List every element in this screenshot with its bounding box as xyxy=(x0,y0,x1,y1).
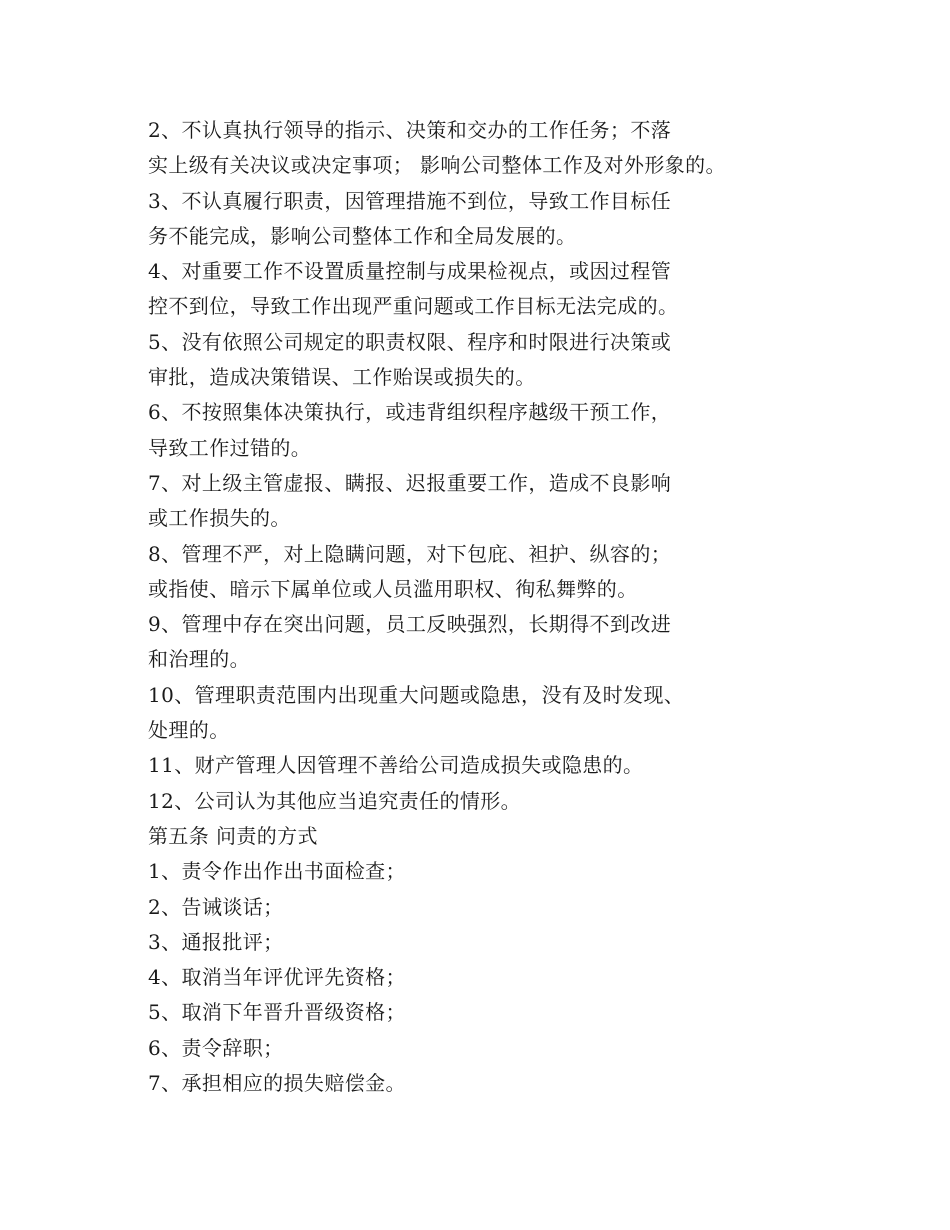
list-item: 5、取消下年晋升晋级资格； xyxy=(148,1000,406,1025)
list-item: 2、告诫谈话； xyxy=(148,894,284,919)
text-line: 7、对上级主管虚报、瞒报、迟报重要工作，造成不良影响 xyxy=(148,470,672,495)
text-line: 10、管理职责范围内出现重大问题或隐患，没有及时发现、 xyxy=(148,682,685,707)
text-line: 8、管理不严，对上隐瞒问题，对下包庇、袒护、纵容的； xyxy=(148,541,672,566)
list-item: 7、承担相应的损失赔偿金。 xyxy=(148,1071,406,1096)
list-item: 4、取消当年评优评先资格； xyxy=(148,965,406,990)
text-line: 6、不按照集体决策执行，或违背组织程序越级干预工作， xyxy=(148,400,672,425)
text-line: 导致工作过错的。 xyxy=(148,435,312,460)
text-line: 和治理的。 xyxy=(148,647,250,672)
text-line: 12、公司认为其他应当追究责任的情形。 xyxy=(148,788,522,813)
text-line: 9、管理中存在突出问题，员工反映强烈，长期得不到改进 xyxy=(148,612,672,637)
text-line: 或指使、暗示下属单位或人员滥用职权、徇私舞弊的。 xyxy=(148,576,638,601)
text-line: 务不能完成，影响公司整体工作和全局发展的。 xyxy=(148,223,577,248)
text-line: 或工作损失的。 xyxy=(148,506,291,531)
list-item: 6、责令辞职； xyxy=(148,1035,284,1060)
text-line: 处理的。 xyxy=(148,718,230,743)
section-heading: 第五条 问责的方式 xyxy=(148,823,318,848)
text-line: 5、没有依照公司规定的职责权限、程序和时限进行决策或 xyxy=(148,329,672,354)
text-line: 3、不认真履行职责，因管理措施不到位，导致工作目标任 xyxy=(148,188,672,213)
list-item: 1、责令作出作出书面检查； xyxy=(148,859,406,884)
text-line: 2、不认真执行领导的指示、决策和交办的工作任务；不落 xyxy=(148,118,672,142)
text-line: 控不到位，导致工作出现严重问题或工作目标无法完成的。 xyxy=(148,294,679,319)
text-line: 实上级有关决议或决定事项； 影响公司整体工作及对外形象的。 xyxy=(148,153,726,178)
text-line: 审批，造成决策错误、工作贻误或损失的。 xyxy=(148,365,536,390)
text-line: 4、对重要工作不设置质量控制与成果检视点，或因过程管 xyxy=(148,259,672,284)
text-line: 11、财产管理人因管理不善给公司造成损失或隐患的。 xyxy=(148,753,644,778)
list-item: 3、通报批评； xyxy=(148,929,284,954)
document-body xyxy=(148,113,788,1101)
